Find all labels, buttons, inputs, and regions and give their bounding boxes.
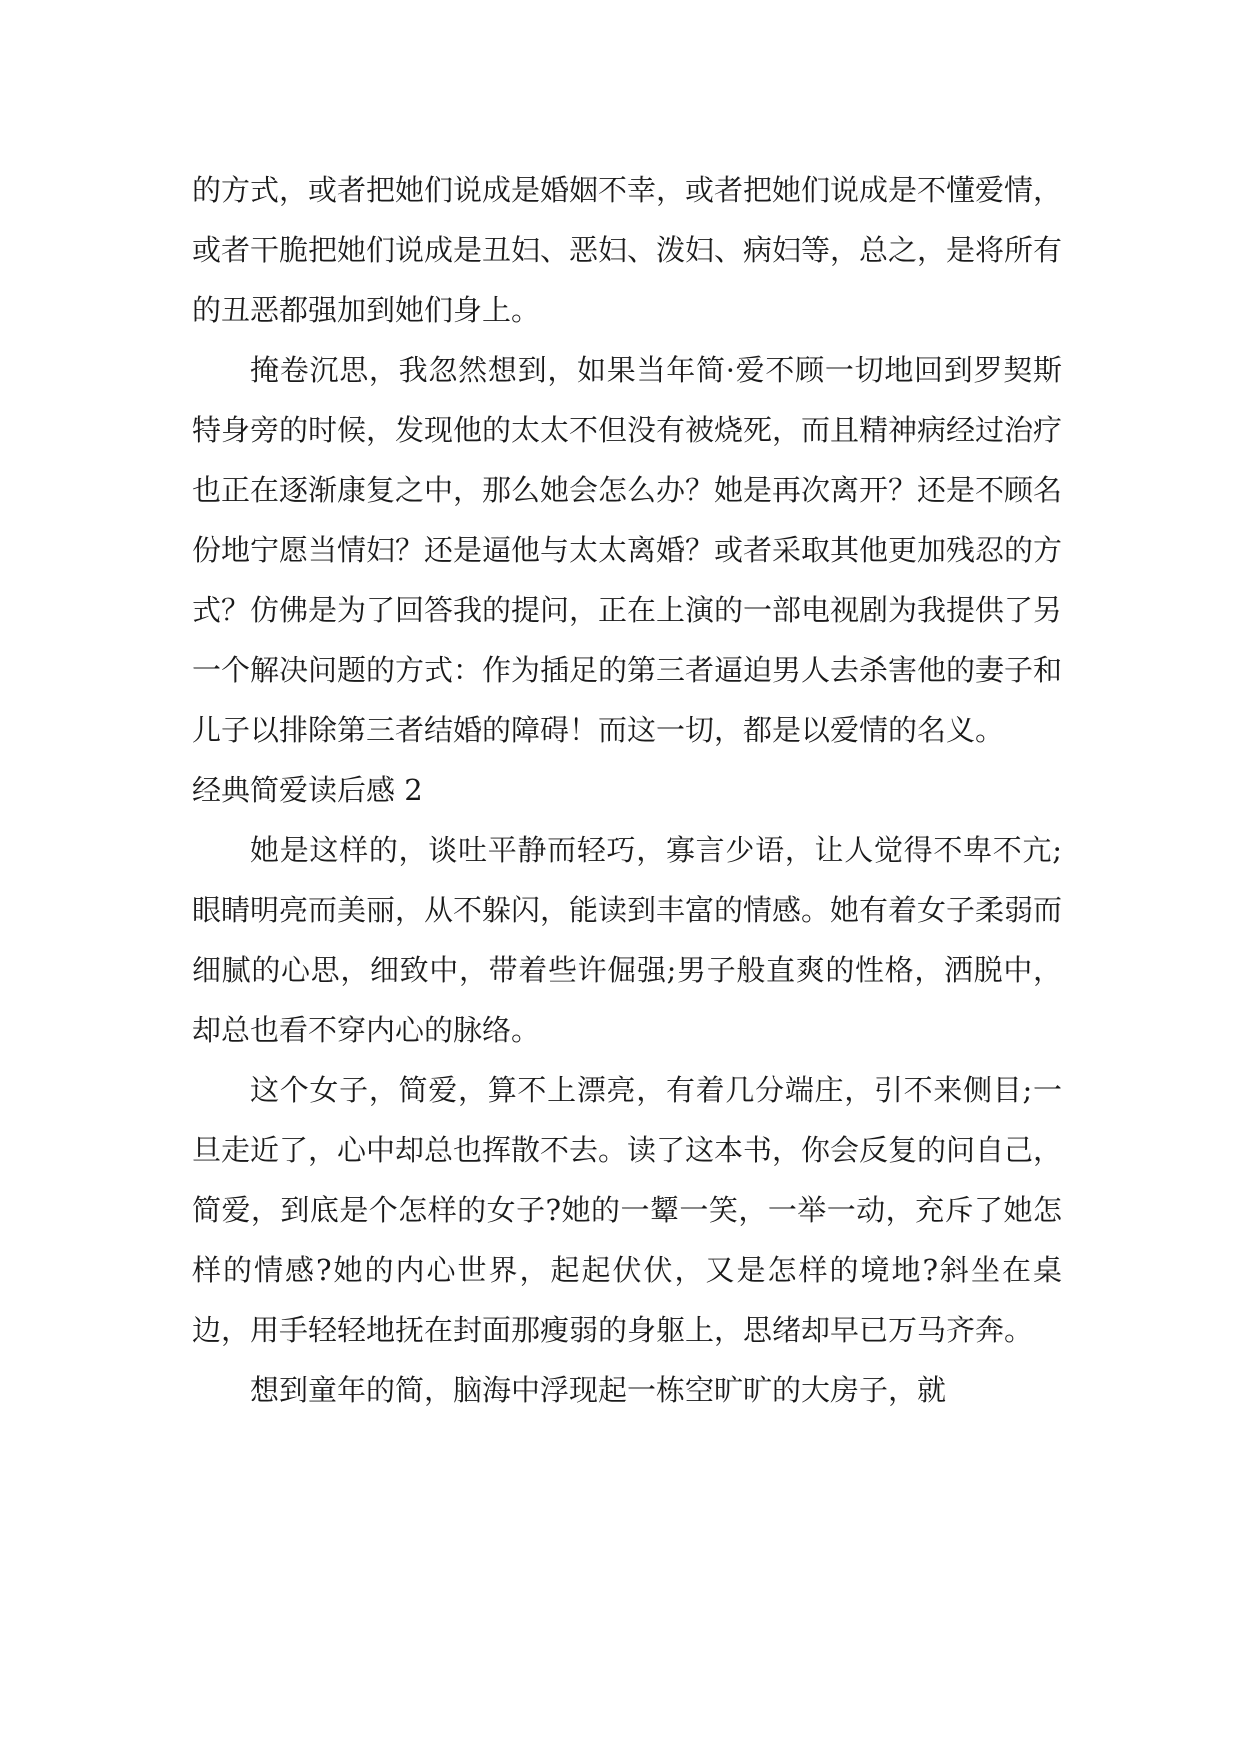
paragraph-childhood: 想到童年的简，脑海中浮现起一栋空旷旷的大房子，就: [250, 1373, 947, 1407]
paragraph-character: 这个女子，简爱，算不上漂亮，有着几分端庄，引不来侧目;一旦走近了，心中却总也挥散不去。读了这本书，你会反复的问自己，简爱，到底是个怎样的女子?她的一颦一笑，一举一动，充斥了她怎样的情感?她的内心世界，起起伏伏，又是怎样的境地?斜坐在桌边，用手轻轻地抚在封面那瘦弱的身躯上，思绪却早已万马齐奔。: [192, 1073, 1063, 1347]
paragraph-continuation: 的方式，或者把她们说成是婚姻不幸，或者把她们说成是不懂爱情，或者干脆把她们说成是丑妇、恶妇、泼妇、病妇等，总之，是将所有的丑恶都强加到她们身上。: [192, 173, 1063, 327]
section-heading: 经典简爱读后感 2: [192, 773, 423, 807]
paragraph-description: 她是这样的，谈吐平静而轻巧，寡言少语，让人觉得不卑不亢;眼睛明亮而美丽，从不躲闪，能读到丰富的情感。她有着女子柔弱而细腻的心思，细致中，带着些许倔强;男子般直爽的性格，洒脱中，却总也看不穿内心的脉络。: [192, 833, 1063, 1047]
document-body: [192, 160, 1062, 1420]
paragraph-reflection: 掩卷沉思，我忽然想到，如果当年简·爱不顾一切地回到罗契斯特身旁的时候，发现他的太太不但没有被烧死，而且精神病经过治疗也正在逐渐康复之中，那么她会怎么办？她是再次离开？还是不顾名份地宁愿当情妇？还是逼他与太太离婚？或者采取其他更加残忍的方式？仿佛是为了回答我的提问，正在上演的一部电视剧为我提供了另一个解决问题的方式：作为插足的第三者逼迫男人去杀害他的妻子和儿子以排除第三者结婚的障碍！而这一切，都是以爱情的名义。: [192, 353, 1063, 747]
